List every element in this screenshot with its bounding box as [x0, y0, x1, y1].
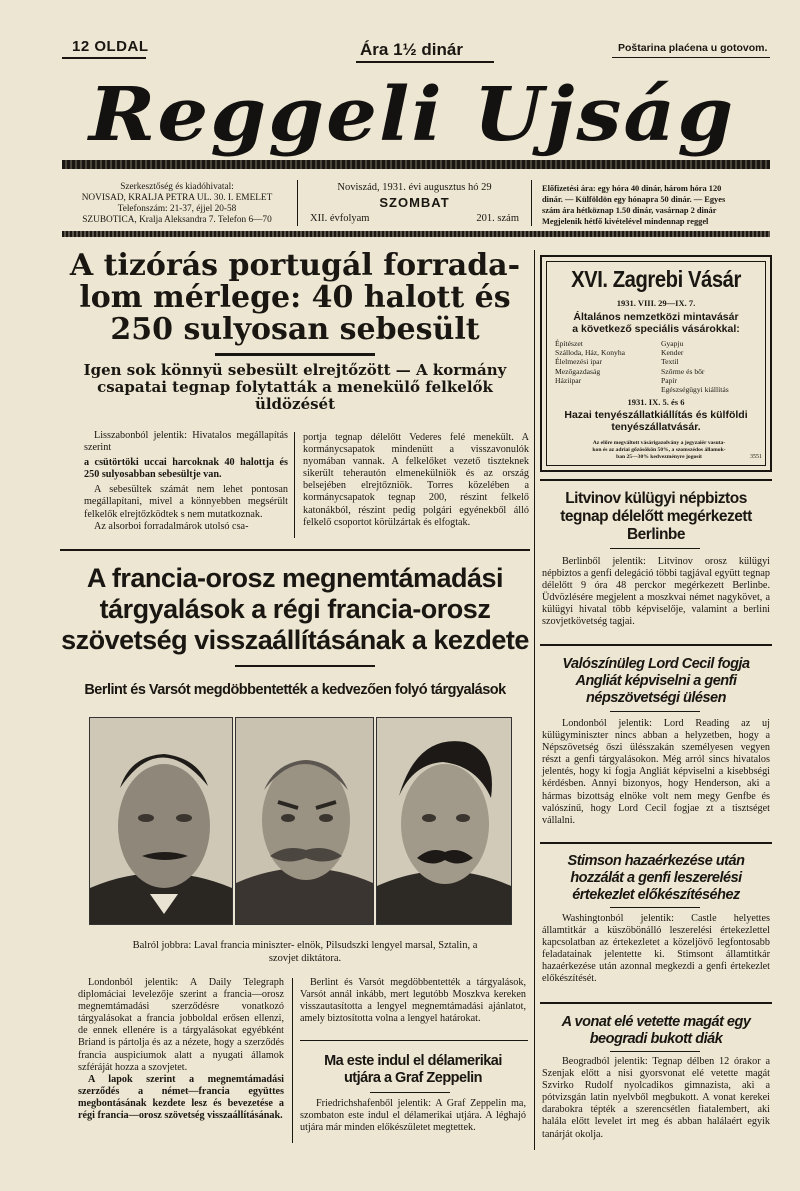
litvinov-headline	[540, 490, 772, 544]
headline-divider	[235, 665, 375, 667]
headline-divider	[215, 353, 375, 356]
ad-list-item: Építészet	[555, 339, 583, 348]
subscription-info	[542, 183, 772, 227]
headline-line: szövetség visszaállításának a kezdete	[61, 625, 529, 655]
headline-line: beogradi bukott diák	[589, 1031, 723, 1047]
issue-volume: XII. évfolyam	[310, 213, 370, 224]
right-rule	[540, 644, 772, 646]
info-bottom-rule	[62, 231, 770, 237]
photo-laval	[89, 717, 233, 925]
article1-headline	[60, 250, 530, 346]
price-label: Ára 1½ dinár	[360, 40, 463, 59]
zeppelin-body: Friedrichshafenből jelentik: A Graf Zeppelin ma, szombaton este indul el délamerikai utjára. A léghajó utjára már minden előkészületet megtettek.	[300, 1098, 526, 1134]
photo-caption	[80, 940, 530, 965]
postage-underline	[612, 57, 770, 58]
ad-list-item: Gyapju	[661, 339, 684, 348]
article1-column-2	[303, 432, 529, 529]
subscription-line: Előfizetési ára: egy hóra 40 dinár, három hóra 120	[542, 184, 722, 193]
paragraph: Az alsorboi forradalmárok utolsó csa-	[94, 520, 249, 532]
ad-inner-frame	[546, 261, 766, 466]
diak-body: Beogradból jelentik: Tegnap délben 12 órakor a Szenjak előtt a nisi gyorsvonat elé vetette magát Szvirko Rudolf nyolcadikos gimnazista, aki a pótvizsgán latin nyelvből megbukott. A vonat kerekei darabokra tépték a szerencsétlen fiatalembert, aki halála előtt levelet irt meg és abban halálaért egyik tanárját okolja.	[542, 1056, 770, 1140]
headline-line: népszövetségi ülésen	[586, 690, 726, 706]
diak-headline	[540, 1014, 772, 1048]
ad-date2: 1931. IX. 5. és 6	[627, 397, 685, 407]
headline-line: tegnap délelőtt megérkezett	[560, 508, 752, 525]
litvinov-body: Berlinből jelentik: Litvinov orosz külügyi népbiztos a genfi delegáció többi tagjával együtt tegnap délelőtt 9 óra 48 perckor megérkezett Berlinbe. Üdvözlésére megjelent a moszkvai német nagykövet, a külügyi hivatal több képviselője, valamint a berlini szovjetkövetség tagjai.	[542, 556, 770, 628]
article2-subhead: Berlint és Varsót megdöbbentették a kedvezően folyó tárgyalások	[84, 682, 506, 698]
headline-line: értekezlet előkészítéséhez	[572, 887, 740, 903]
caption-line: Balról jobbra: Laval francia miniszter- elnök, Pilsudszki lengyel marsal, Sztalin, a	[132, 940, 478, 951]
ad-subtitle	[547, 311, 765, 335]
ad-subtitle-line: Általános nemzetközi mintavásár	[573, 311, 739, 323]
section-rule	[300, 1040, 528, 1041]
section-rule	[60, 549, 530, 551]
subhead-line: Igen sok könnyü sebesült elrejtőzött — A kormány	[83, 361, 507, 379]
right-rule	[540, 479, 772, 481]
ad-list-item: Kender	[661, 348, 684, 358]
paragraph: Lisszabonból jelentik: Hivatalos megállapítás szerint	[84, 430, 288, 454]
headline-line: Berlinbe	[626, 526, 685, 543]
issue-date: Noviszád, 1931. évi augusztus hó 29	[337, 182, 492, 193]
headline-line: tárgyalások a régi francia-orosz	[99, 594, 491, 624]
right-column-divider	[534, 250, 535, 1150]
publisher-line: Telefonszám: 21-37, éjjel 20-58	[117, 204, 237, 214]
publisher-line: SZUBOTICA, Kralja Aleksandra 7. Telefon 6—70	[82, 215, 272, 225]
ad-fine-line: Az előre megváltott vásárigazolvány a jegyzaiér vasuta-	[592, 440, 726, 446]
portrait-stalin	[377, 718, 511, 924]
headline-line: Ma este indul el délamerikai	[324, 1053, 502, 1069]
portrait-pilsudski	[236, 718, 373, 924]
article1-subhead	[60, 362, 530, 413]
stimson-headline	[540, 853, 772, 904]
headline-divider	[370, 1092, 450, 1093]
headline-line: Litvinov külügyi népbiztos	[565, 490, 747, 507]
photo-pilsudski	[235, 717, 374, 925]
ad-fine-print	[553, 440, 765, 461]
portrait-laval	[90, 718, 232, 924]
headline-line: Valószínüleg Lord Cecil fogja	[562, 656, 750, 672]
headline-line: lom mérlege: 40 halott és	[79, 280, 511, 315]
ad-title: XVI. Zagrebi Vásár	[571, 266, 741, 292]
column-divider	[294, 432, 295, 538]
right-rule	[540, 1002, 772, 1004]
price-underline	[356, 61, 494, 63]
issue-info	[302, 181, 527, 225]
headline-line: hozzálát a genfi leszerelési	[570, 870, 742, 886]
paragraph: Londonból jelentik: A Daily Telegraph diplomáciai levelezője szerint a francia—orosz megnemtámadási szerződésre vonatkozó tárgyalásokat a francia jobboldal erősen ellenzi, de ennek ellenére is a tárgyalásokat egyébként Briand is pártolja és az a nézete, hogy a szerződés francia auspiciumok alatt a nyugati államok szféráját hozza a szovjetet.	[78, 977, 284, 1073]
article2-column-2: Berlint és Varsót megdöbbentették a tárgyalások, Varsót annál inkább, mert legutóbb Moszkva kereken visszautasította a lengyel megnemtámadási ajánlatot, amely biztosította volna a lengyel határokat.	[300, 977, 526, 1025]
article1-column-1	[84, 430, 288, 533]
headline-divider	[610, 907, 700, 908]
ad-list-item: Háziipar	[555, 375, 582, 385]
ad-livestock	[547, 409, 765, 433]
issue-number: 201. szám	[476, 213, 519, 224]
caption-line: szovjet diktátora.	[268, 952, 342, 964]
ad-list-item: Szőrme és bőr	[661, 366, 705, 376]
issue-day: SZOMBAT	[379, 195, 450, 210]
page-number: 12 OLDAL	[72, 38, 149, 55]
headline-line: Angliát képviselni a genfi	[575, 673, 737, 689]
masthead	[62, 64, 762, 168]
subscription-line: dinár. — Külföldön egy hónapra 50 dinár. — Egyes	[542, 195, 726, 204]
headline-line: A francia-orosz megnemtámadási	[86, 563, 504, 593]
headline-divider	[610, 1051, 700, 1052]
paragraph: A lapok szerint a megnemtámadási szerződés a német—francia együttes megbontásának kezdete lesz és bevezetése a régi francia—orosz szövetség visszaállításának.	[78, 1073, 284, 1122]
paragraph: a csütörtöki uccai harcoknak 40 halottja és 250 sulyosabban sebesültje van.	[84, 457, 288, 481]
ad-list-item: Textil	[661, 357, 679, 367]
ad-list-item: Papír	[661, 375, 678, 385]
right-rule	[540, 842, 772, 844]
subhead-line: üldözését	[254, 395, 336, 413]
headline-line: utjára a Graf Zeppelin	[343, 1070, 483, 1086]
paragraph: portja tegnap délelőtt Vederes felé menekült. A kormánycsapatok mindenütt a visszavonulók nyomában vannak. A felkelőket vezető tiszteknek sikerült teherautón elmenekülniök és az ország belsejében elrejtőzniök. Torres közelében a kormánycsapatok tegnap 200, részint felkelő katonákból, részint pedig polgári egyénekből álló felkelő csoportot körülzártak és elfogtak.	[303, 432, 529, 528]
masthead-rule	[62, 160, 770, 169]
publisher-line: Szerkesztőség és kiadóhivatal:	[120, 182, 234, 192]
ad-list-left	[555, 339, 655, 385]
ad-livestock-line: tenyészállatvásár.	[611, 421, 701, 433]
headline-line: A vonat elé vetette magát egy	[561, 1014, 751, 1030]
publisher-line: NOVISAD, KRALJA PETRA UL. 30. I. EMELET	[81, 193, 273, 203]
article2-column-1	[78, 977, 284, 1122]
article2-headline	[58, 563, 532, 656]
ad-list-item: Szálloda, Ház, Konyha	[555, 348, 626, 358]
info-divider	[297, 180, 298, 226]
page-number-underline	[62, 57, 146, 59]
masthead-title: Reggeli Ujság	[88, 70, 736, 158]
headline-line: Stimson hazaérkezése után	[567, 853, 745, 869]
paragraph: A sebesültek számát nem lehet pontosan megállapítani, mivel a könnyebben megsérült felkelők elrejtőzködtek s nem mutatkoznak.	[84, 484, 288, 520]
zagreb-fair-ad	[540, 255, 772, 472]
ad-fine-line: ban 25—30% kedvezményre jogosít	[616, 454, 702, 460]
ad-list-right	[661, 339, 766, 394]
headline-divider	[610, 711, 700, 712]
ad-livestock-line: Hazai tenyészállatkiállítás és külföldi	[564, 409, 748, 421]
headline-line: 250 sulyosan sebesült	[110, 312, 480, 347]
cecil-headline	[540, 656, 772, 707]
photo-stalin	[376, 717, 512, 925]
cecil-body: Londonból jelentik: Lord Reading az uj külügyminiszter nincs abban a helyzetben, hogy a Népszövetség őszi ülésszakán személyesen vegyen részt a genfi tárgyalásokon. Még arról sincs hivatalos jelentés, hogy ki fogja Angliát képviselni a kisebbségi kérdésben. Annyi bizonyos, hogy Henderson, aki a hármas bizottság elnöke volt nem megy Genfbe és valószínű, hogy Lord Cecil fogjae zt a tisztséget vállalni.	[542, 718, 770, 826]
headline-line: A tizórás portugál forrada-	[69, 248, 521, 283]
ad-dates: 1931. VIII. 29—IX. 7.	[616, 298, 696, 308]
ad-list-item: Élelmezési ipar	[555, 357, 603, 367]
ad-list-item: Egészségügyi kiállítás	[661, 385, 729, 395]
ad-subtitle-line: a következő speciális vásárokkal:	[572, 323, 740, 335]
info-divider	[531, 180, 532, 226]
stimson-body: Washingtonból jelentik: Castle helyettes államtitkár a küszöbönálló leszerelési értekezlettel kapcsolatban az értekezletet a közeljövő legfontosabb feladatainak jelentette ki. Stimsont államtitkár hazaérkezése után azonnal megkezdi a genfi értekezlet előkészítését.	[542, 913, 770, 985]
headline-divider	[610, 548, 700, 549]
subhead-line: csapatai tegnap folytatták a menekülő felkelők	[97, 378, 493, 396]
column-divider	[292, 978, 293, 1143]
zeppelin-headline	[298, 1053, 528, 1087]
subscription-line: szám ára hétköznap 1.50 dinár, vasárnap 2 dinár	[542, 206, 717, 215]
ad-list-item: Mezőgazdaság	[555, 366, 601, 376]
postage-note: Poštarina plaćena u gotovom.	[618, 42, 768, 54]
ad-fine-line: kon és az adriai gőzösökön 50%, a szomszédos államok-	[592, 447, 726, 453]
ad-code: 3551	[750, 454, 762, 460]
publisher-info	[62, 182, 292, 226]
subscription-line: Megjelenik hétfő kivételével mindennap reggel	[542, 217, 709, 226]
